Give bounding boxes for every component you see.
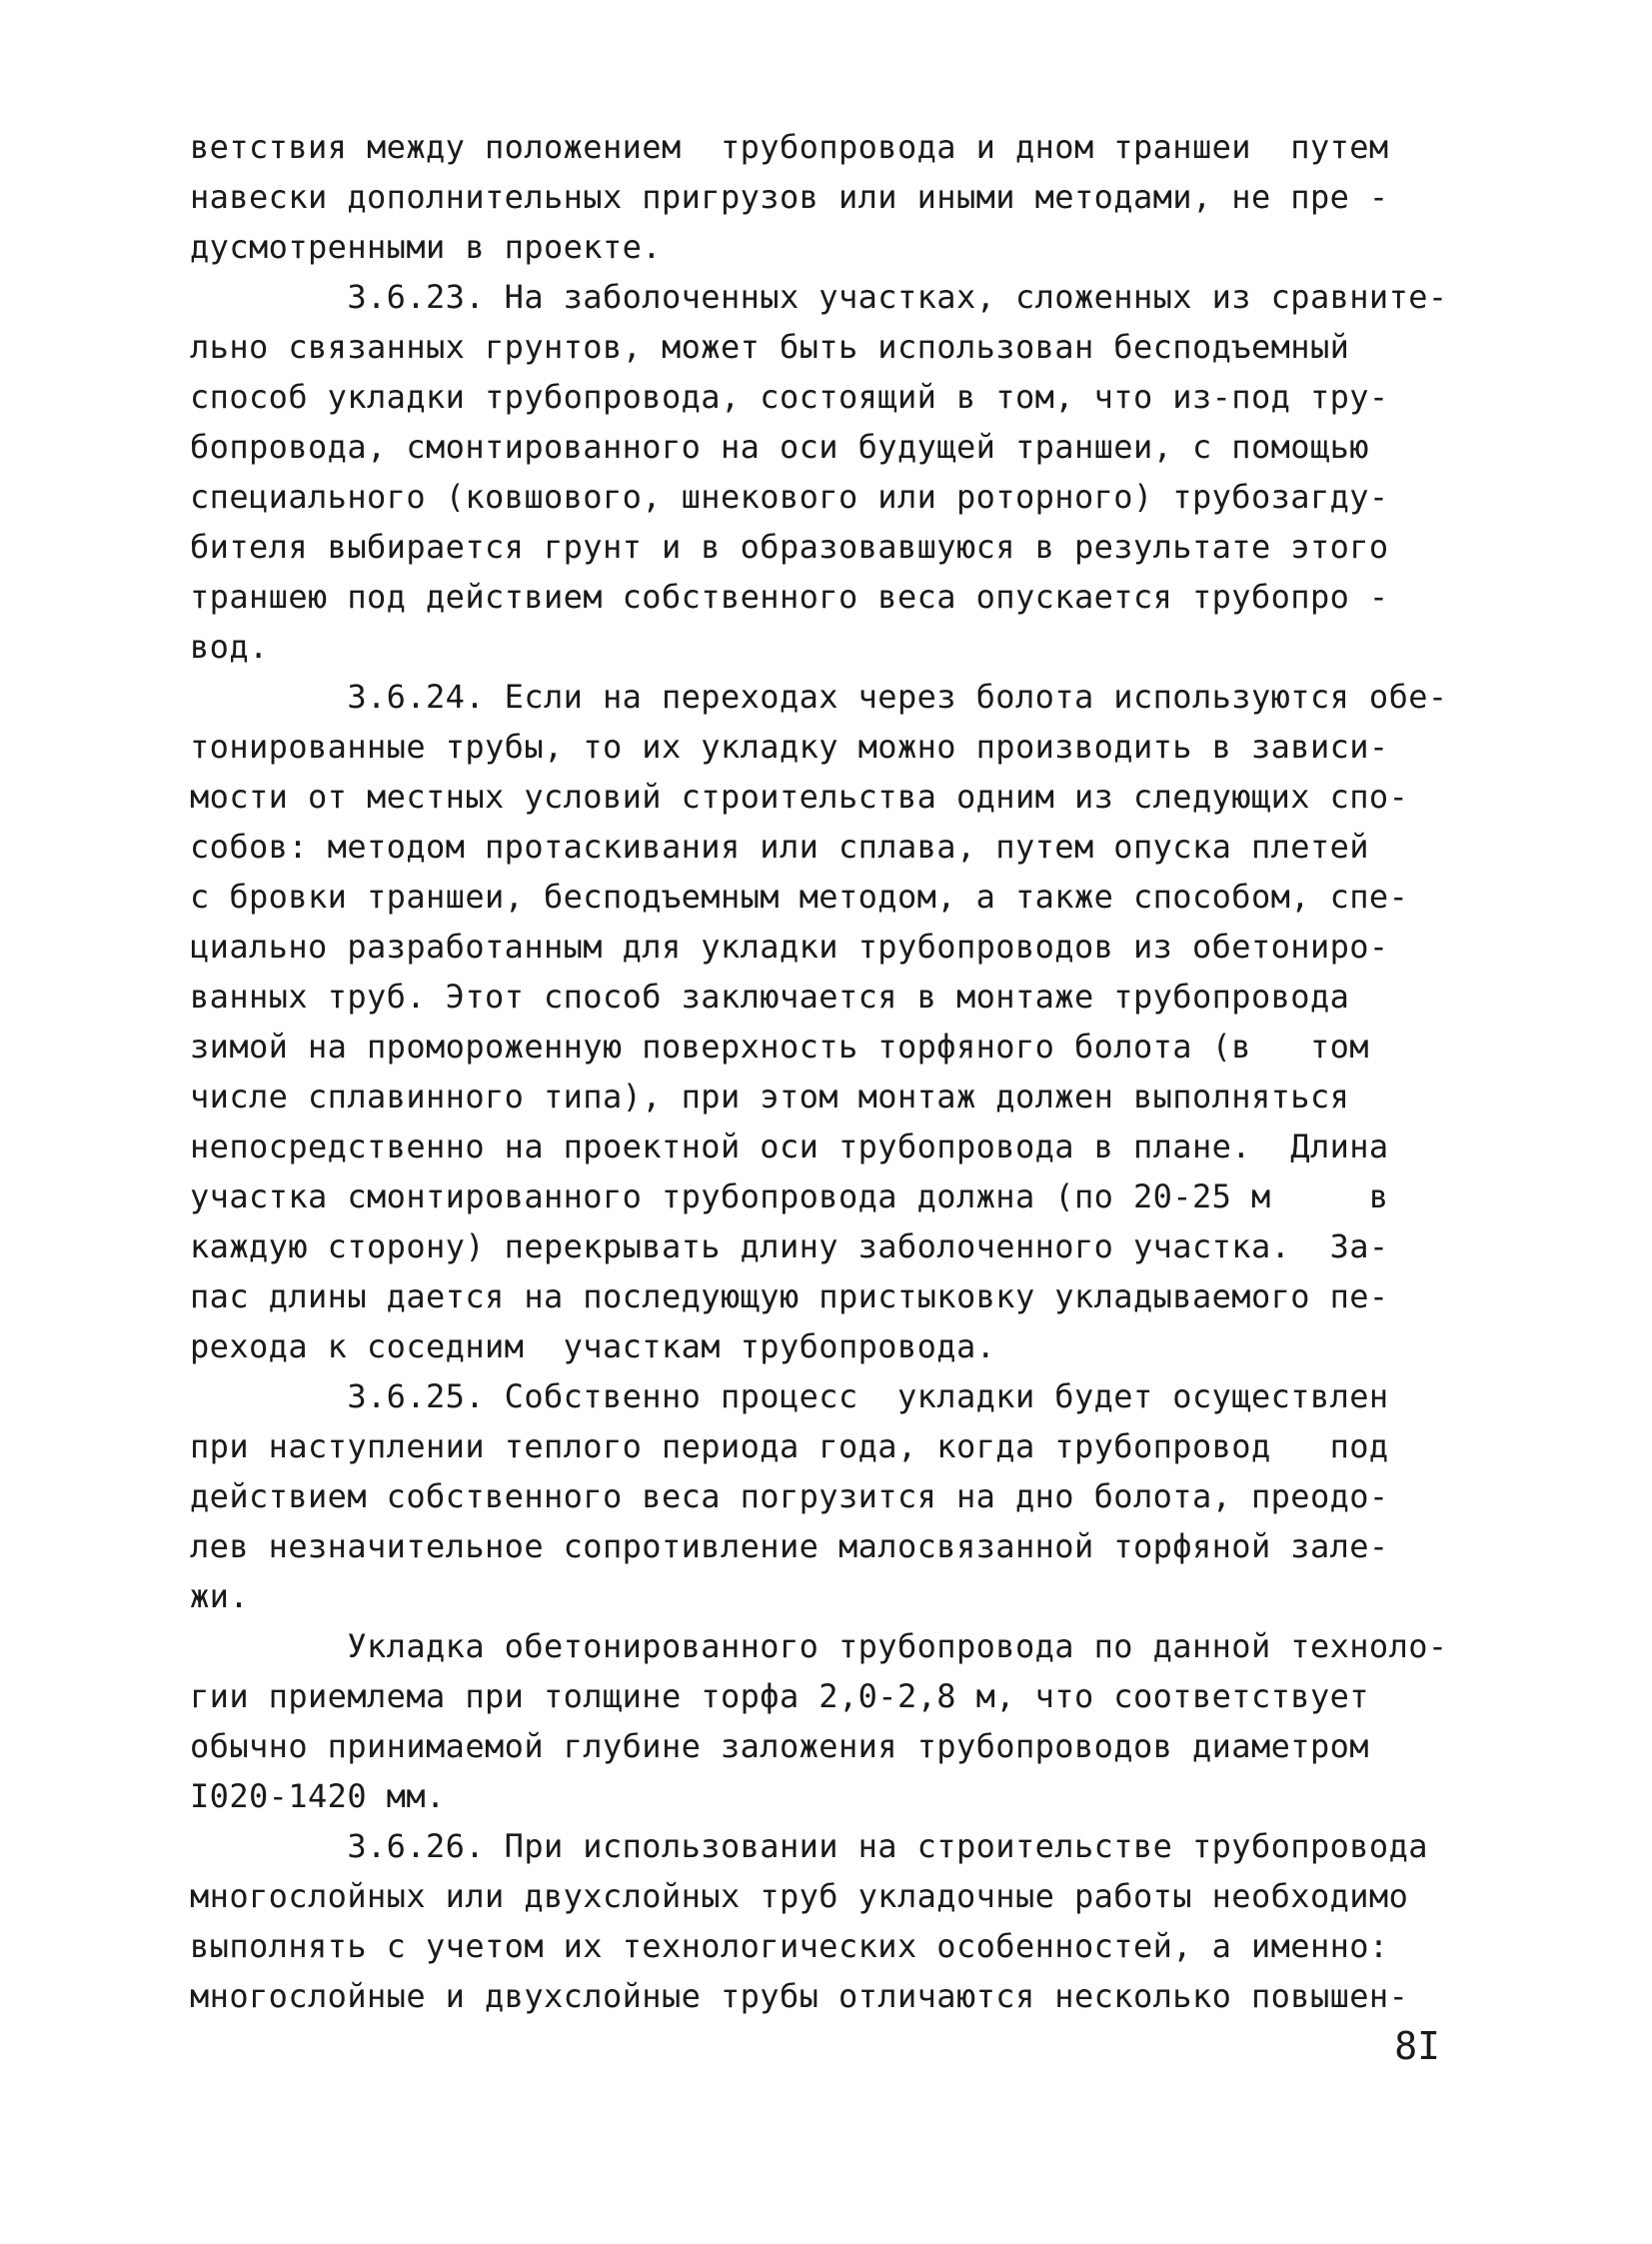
text-line: тонированные трубы, то их укладку можно производить в зависи- [190, 728, 1389, 766]
text-line: льно связанных грунтов, может быть использован бесподъемный [190, 328, 1350, 366]
text-line: обычно принимаемой глубине заложения трубопроводов диаметром [190, 1727, 1369, 1765]
text-line: пас длины дается на последующую пристыковку укладываемого пе- [190, 1277, 1389, 1315]
text-line: способ укладки трубопровода, состоящий в том, что из-под тру- [190, 378, 1389, 416]
text-line: действием собственного веса погрузится на дно болота, преодо- [190, 1477, 1389, 1515]
text-line: 3.6.26. При использовании на строительстве трубопровода [190, 1827, 1428, 1865]
text-line: ванных труб. Этот способ заключается в монтаже трубопровода [190, 978, 1350, 1016]
text-line: дусмотренными в проекте. [190, 228, 662, 266]
text-line: каждую сторону) перекрывать длину заболоченного участка. За- [190, 1227, 1389, 1265]
body-text [190, 122, 1469, 2021]
text-line: 3.6.24. Если на переходах через болота используются обе- [190, 678, 1448, 716]
text-line: рехода к соседним участкам трубопровода. [190, 1327, 996, 1365]
text-line: лев незначительное сопротивление малосвязанной торфяной зале- [190, 1527, 1389, 1565]
text-line: бителя выбирается грунт и в образовавшуюся в результате этого [190, 528, 1389, 566]
text-line: I020-1420 мм. [190, 1777, 446, 1815]
text-line: участка смонтированного трубопровода должна (по 20-25 м в [190, 1177, 1389, 1215]
text-line: Укладка обетонированного трубопровода по данной техноло- [190, 1627, 1448, 1665]
text-line: зимой на промороженную поверхность торфяного болота (в том [190, 1028, 1369, 1066]
page-number: 8I [1394, 2024, 1440, 2068]
text-line: с бровки траншеи, бесподъемным методом, а также способом, спе- [190, 878, 1409, 916]
text-line: жи. [190, 1577, 249, 1615]
text-line: мости от местных условий строительства одним из следующих спо- [190, 778, 1409, 816]
text-line: навески дополнительных пригрузов или иными методами, не пре - [190, 178, 1389, 216]
text-line: собов: методом протаскивания или сплава, путем опуска плетей [190, 828, 1369, 866]
text-line: гии приемлема при толщине торфа 2,0-2,8 м, что соответствует [190, 1677, 1369, 1715]
text-line: непосредственно на проектной оси трубопровода в плане. Длина [190, 1127, 1389, 1165]
text-line: многослойные и двухслойные трубы отличаются несколько повышен- [190, 1977, 1409, 2015]
text-line: выполнять с учетом их технологических особенностей, а именно: [190, 1927, 1389, 1965]
text-line: траншею под действием собственного веса опускается трубопро - [190, 578, 1389, 616]
text-line: при наступлении теплого периода года, когда трубопровод под [190, 1427, 1389, 1465]
text-line: многослойных или двухслойных труб укладочные работы необходимо [190, 1877, 1409, 1915]
text-line: вод. [190, 628, 269, 666]
text-line: числе сплавинного типа), при этом монтаж должен выполняться [190, 1078, 1350, 1116]
text-line: ветствия между положением трубопровода и дном траншеи путем [190, 128, 1389, 166]
text-line: циально разработанным для укладки трубопроводов из обетониро- [190, 928, 1389, 966]
text-line: бопровода, смонтированного на оси будущей траншеи, с помощью [190, 428, 1369, 466]
text-line: 3.6.25. Собственно процесс укладки будет осуществлен [190, 1377, 1389, 1415]
text-line: 3.6.23. На заболоченных участках, сложенных из сравните- [190, 278, 1448, 316]
text-line: специального (ковшового, шнекового или роторного) трубозагду- [190, 478, 1389, 516]
